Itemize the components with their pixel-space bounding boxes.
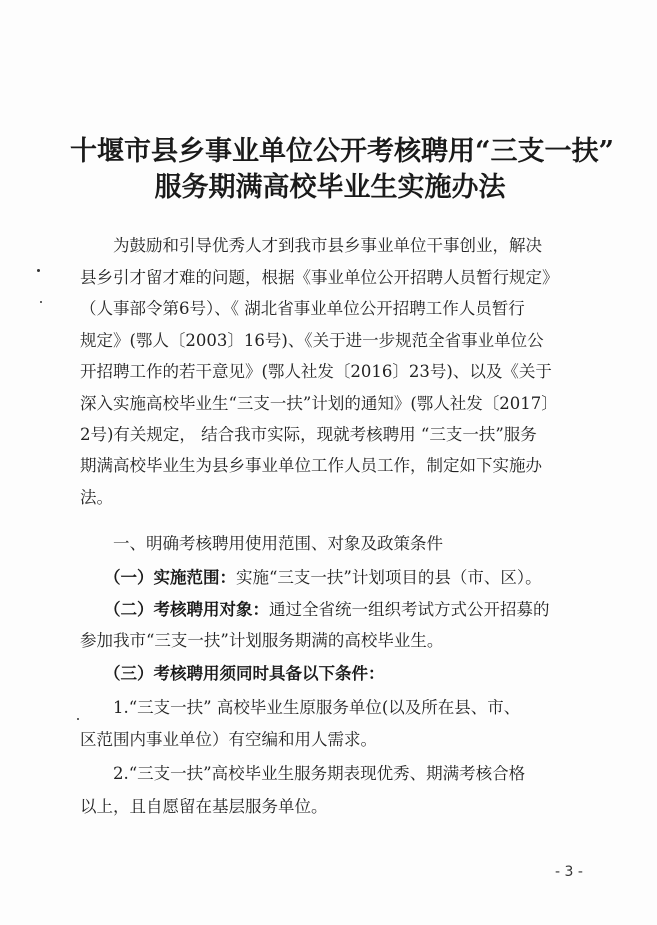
intro-line-9: 法。 [80,488,113,507]
intro-line-5: 开招聘工作的若干意见》(鄂人社发〔2016〕23号)、以及《关于 [80,362,552,381]
intro-line-8: 期满高校毕业生为县乡事业单位工作人员工作，制定如下实施办 [80,456,542,475]
scan-speck [77,718,79,720]
item-1-text: 实施“三支一扶”计划项目的县（市、区）。 [236,568,542,587]
item-2-label: （二）考核聘用对象： [104,600,269,619]
intro-line-1: 为鼓励和引导优秀人才到我市县乡事业单位干事创业，解决 [113,236,542,255]
item-1 [104,564,542,588]
intro-line-7: 2号)有关规定， 结合我市实际，现就考核聘用 “三支一扶”服务 [80,425,537,444]
item-1-label: （一）实施范围： [104,568,236,587]
condition-1-line-2: 区范围内事业单位）有空编和用人需求。 [80,730,377,749]
item-2-continuation: 参加我市“三支一扶”计划服务期满的高校毕业生。 [80,631,444,650]
item-2 [104,596,550,620]
intro-line-3: （人事部令第6号）、《 湖北省事业单位公开招聘工作人员暂行 [80,299,525,318]
section-1-heading: 一、明确考核聘用使用范围、对象及政策条件 [113,534,443,553]
condition-1-line-1: 1.“三支一扶” 高校毕业生原服务单位(以及所在县、市、 [113,698,521,717]
condition-2-line-2: 以上，且自愿留在基层服务单位。 [80,797,328,816]
scan-speck [40,301,42,303]
item-3-label: （三）考核聘用须同时具备以下条件： [104,664,385,683]
scan-speck [37,269,40,272]
intro-line-6: 深入实施高校毕业生“三支一扶”计划的通知》(鄂人社发〔2017〕 [80,394,558,413]
document-title-line-1: 十堰市县乡事业单位公开考核聘用“三支一扶” [70,136,615,167]
item-2-text: 通过全省统一组织考试方式公开招募的 [269,600,550,619]
page-number: - 3 - [555,864,583,880]
condition-2-line-1: 2.“三支一扶”高校毕业生服务期表现优秀、期满考核合格 [113,764,526,783]
intro-line-2: 县乡引才留才难的问题，根据《事业单位公开招聘人员暂行规定》 [80,268,559,287]
intro-line-4: 规定》(鄂人〔2003〕16号)、《关于进一步规范全省事业单位公 [80,331,544,350]
document-title-line-2: 服务期满高校毕业生实施办法 [154,172,506,203]
